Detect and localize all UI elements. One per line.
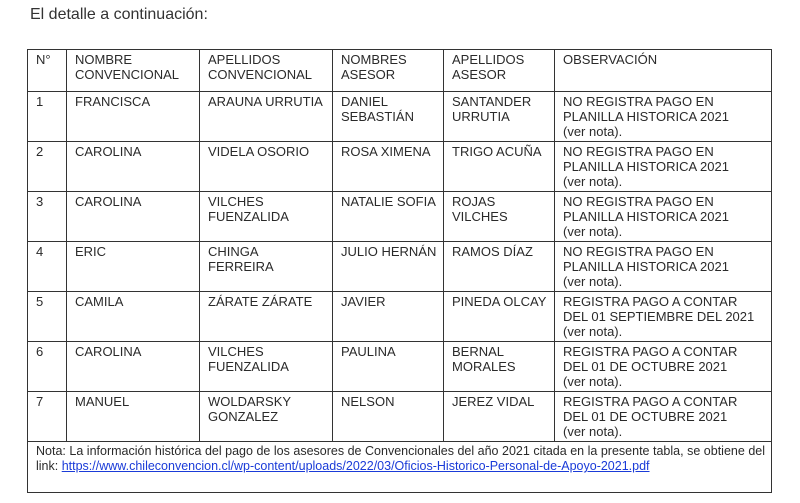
cell-asesor-apellidos: TRIGO ACUÑA [444,142,555,192]
header-observacion: OBSERVACIÓN [555,50,772,92]
cell-asesor-nombres: DANIEL SEBASTIÁN [333,92,444,142]
header-apellidos-asesor: APELLIDOS ASESOR [444,50,555,92]
cell-asesor-nombres: PAULINA [333,342,444,392]
header-number: N° [28,50,67,92]
cell-observacion [555,392,772,442]
historic-data-link[interactable]: https://www.chileconvencion.cl/wp-content/uploads/2022/03/Oficios-Historico-Personal-de-Apoyo-2021.pdf [61,459,650,473]
observacion-note: (ver nota). [563,174,623,189]
observacion-text: NO REGISTRA PAGO EN PLANILLA HISTORICA 2021 [563,144,729,174]
observacion-text: REGISTRA PAGO A CONTAR DEL 01 SEPTIEMBRE DEL 2021 (ver nota). [563,294,755,339]
cell-apellidos: VIDELA OSORIO [200,142,333,192]
cell-apellidos: VILCHES FUENZALIDA [200,192,333,242]
table-row [28,292,772,342]
cell-observacion [555,342,772,392]
cell-nombre: MANUEL [67,392,200,442]
cell-asesor-apellidos: PINEDA OLCAY [444,292,555,342]
header-apellidos-convencional: APELLIDOS CONVENCIONAL [200,50,333,92]
table-header-row [28,50,772,92]
cell-nombre: ERIC [67,242,200,292]
observacion-text: REGISTRA PAGO A CONTAR DEL 01 DE OCTUBRE 2021 [563,394,738,424]
detail-table [27,49,772,493]
header-nombre-convencional: NOMBRE CONVENCIONAL [67,50,200,92]
table-note-row [28,442,772,493]
table-row [28,392,772,442]
cell-nombre: CAROLINA [67,142,200,192]
note-text: Nota: La información histórica del pago de los asesores de Convencionales del año 2021 citada en la presente tabla, se obtiene del link: [36,444,765,473]
table-row [28,342,772,392]
observacion-note: (ver nota). [563,374,623,389]
cell-asesor-nombres: ROSA XIMENA [333,142,444,192]
cell-asesor-apellidos: RAMOS DÍAZ [444,242,555,292]
cell-number: 7 [28,392,67,442]
cell-asesor-apellidos: ROJAS VILCHES [444,192,555,242]
cell-observacion [555,242,772,292]
cell-apellidos: WOLDARSKY GONZALEZ [200,392,333,442]
table-row [28,192,772,242]
cell-number: 5 [28,292,67,342]
cell-number: 1 [28,92,67,142]
cell-observacion [555,142,772,192]
cell-apellidos: ZÁRATE ZÁRATE [200,292,333,342]
table-row [28,242,772,292]
cell-asesor-apellidos: SANTANDER URRUTIA [444,92,555,142]
cell-apellidos: ARAUNA URRUTIA [200,92,333,142]
observacion-text: NO REGISTRA PAGO EN PLANILLA HISTORICA 2021 [563,194,729,224]
table-row [28,92,772,142]
observacion-text: NO REGISTRA PAGO EN PLANILLA HISTORICA 2021 [563,244,729,274]
observacion-note: (ver nota). [563,224,623,239]
cell-number: 3 [28,192,67,242]
cell-number: 6 [28,342,67,392]
cell-nombre: CAROLINA [67,192,200,242]
observacion-note: (ver nota). [563,124,623,139]
cell-apellidos: CHINGA FERREIRA [200,242,333,292]
cell-asesor-nombres: JAVIER [333,292,444,342]
observacion-note: (ver nota). [563,274,623,289]
cell-observacion [555,92,772,142]
cell-asesor-nombres: NELSON [333,392,444,442]
table-note [28,442,772,493]
cell-observacion [555,192,772,242]
header-nombres-asesor: NOMBRES ASESOR [333,50,444,92]
intro-text: El detalle a continuación: [30,6,208,23]
cell-asesor-nombres: JULIO HERNÁN [333,242,444,292]
cell-nombre: FRANCISCA [67,92,200,142]
cell-number: 4 [28,242,67,292]
cell-observacion [555,292,772,342]
observacion-text: NO REGISTRA PAGO EN PLANILLA HISTORICA 2021 [563,94,729,124]
observacion-note: (ver nota). [563,424,623,439]
observacion-text: REGISTRA PAGO A CONTAR DEL 01 DE OCTUBRE 2021 [563,344,738,374]
cell-asesor-nombres: NATALIE SOFIA [333,192,444,242]
table-row [28,142,772,192]
cell-asesor-apellidos: BERNAL MORALES [444,342,555,392]
cell-number: 2 [28,142,67,192]
cell-nombre: CAMILA [67,292,200,342]
cell-nombre: CAROLINA [67,342,200,392]
cell-asesor-apellidos: JEREZ VIDAL [444,392,555,442]
cell-apellidos: VILCHES FUENZALIDA [200,342,333,392]
